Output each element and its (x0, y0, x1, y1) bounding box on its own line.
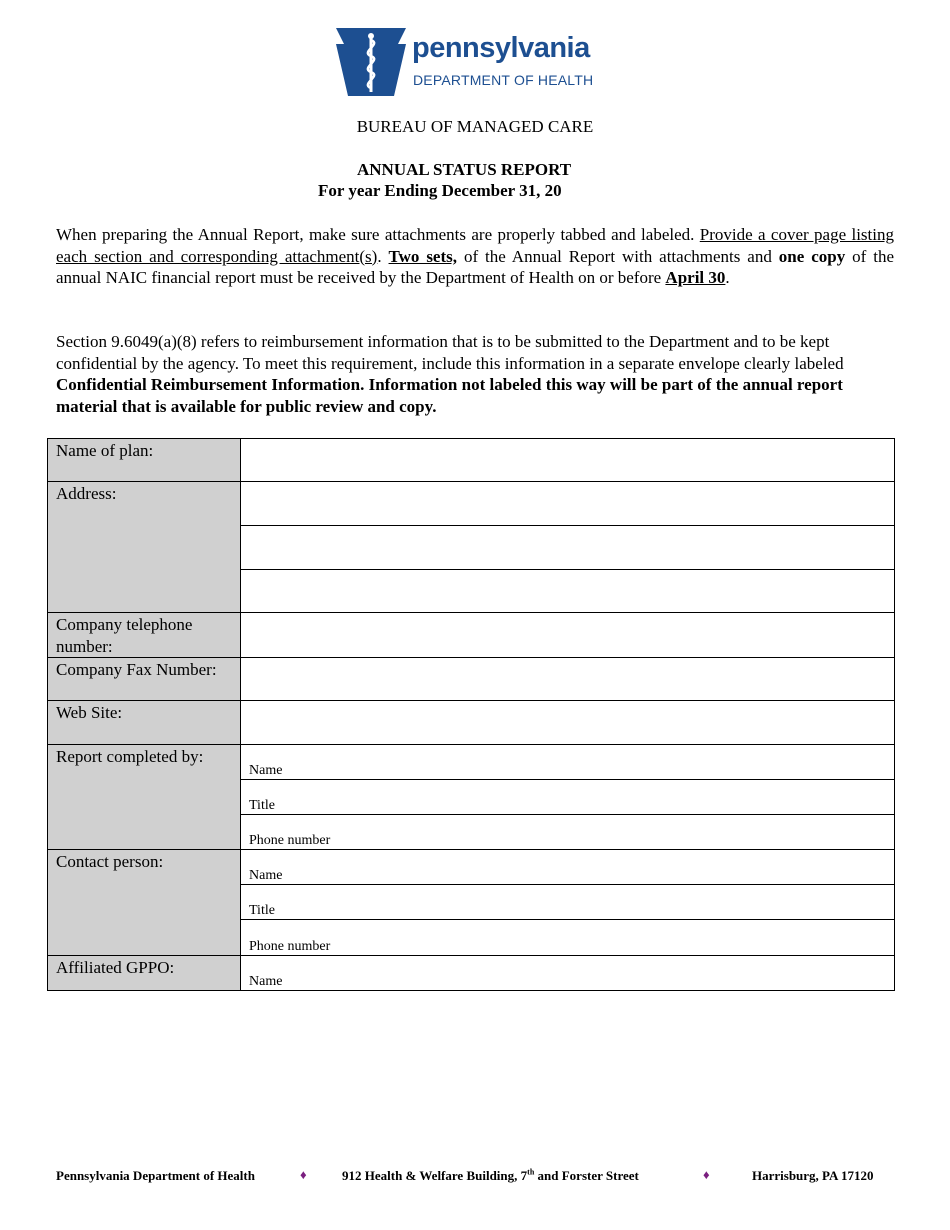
label-affiliated-gppo: Affiliated GPPO: (48, 956, 241, 991)
report-title: ANNUAL STATUS REPORT (357, 160, 572, 179)
label-name-of-plan: Name of plan: (48, 439, 241, 482)
footer-separator-2: ♦ (703, 1167, 710, 1182)
pa-health-logo (336, 26, 626, 98)
footer-city: Harrisburg, PA 17120 (752, 1168, 874, 1183)
label-report-completed-by: Report completed by: (48, 745, 241, 850)
field-contact-phone[interactable]: Phone number (241, 920, 895, 956)
field-name-of-plan[interactable] (241, 439, 895, 482)
field-gppo-name[interactable]: Name (241, 956, 895, 991)
logo-subtitle: DEPARTMENT OF HEALTH (413, 72, 594, 88)
label-fax: Company Fax Number: (48, 658, 241, 701)
field-website[interactable] (241, 701, 895, 745)
footer-department: Pennsylvania Department of Health (56, 1168, 255, 1183)
field-report-title[interactable]: Title (241, 780, 895, 815)
footer-address: 912 Health & Welfare Building, 7th and Forster Street (342, 1167, 639, 1183)
plan-info-form (47, 438, 895, 991)
report-subtitle: For year Ending December 31, 20 (318, 181, 562, 200)
field-report-phone[interactable]: Phone number (241, 815, 895, 850)
field-fax[interactable] (241, 658, 895, 701)
field-address-line-2[interactable] (241, 526, 895, 570)
field-contact-name[interactable]: Name (241, 850, 895, 885)
label-address: Address: (48, 482, 241, 613)
label-telephone: Company telephone number: (48, 613, 241, 658)
field-address-line-3[interactable] (241, 570, 895, 613)
footer-separator-1: ♦ (300, 1167, 307, 1182)
field-address-line-1[interactable] (241, 482, 895, 526)
label-website: Web Site: (48, 701, 241, 745)
field-telephone[interactable] (241, 613, 895, 658)
bureau-name: BUREAU OF MANAGED CARE (356, 117, 594, 136)
keystone-icon (336, 26, 408, 98)
instructions-paragraph-1: When preparing the Annual Report, make sure attachments are properly tabbed and labeled. Provide a cover page listing each section and corresponding attachment(s). Two sets, of the Annual Report with attachments and one copy of the annual NAIC financial report must be received by the Department of Health on or before April 30. (56, 225, 895, 287)
instructions-paragraph-2: Section 9.6049(a)(8) refers to reimbursement information that is to be submitted to the Department and to be kept confidential by the agency. To meet this requirement, include this information in a separate envelope clearly labeled Confidential Reimbursement Information. Information not labeled this way will be part of the annual report material that is available for public review and copy. (56, 332, 844, 416)
logo-wordmark: pennsylvania (412, 32, 590, 64)
label-contact-person: Contact person: (48, 850, 241, 956)
field-contact-title[interactable]: Title (241, 885, 895, 920)
field-report-name[interactable]: Name (241, 745, 895, 780)
